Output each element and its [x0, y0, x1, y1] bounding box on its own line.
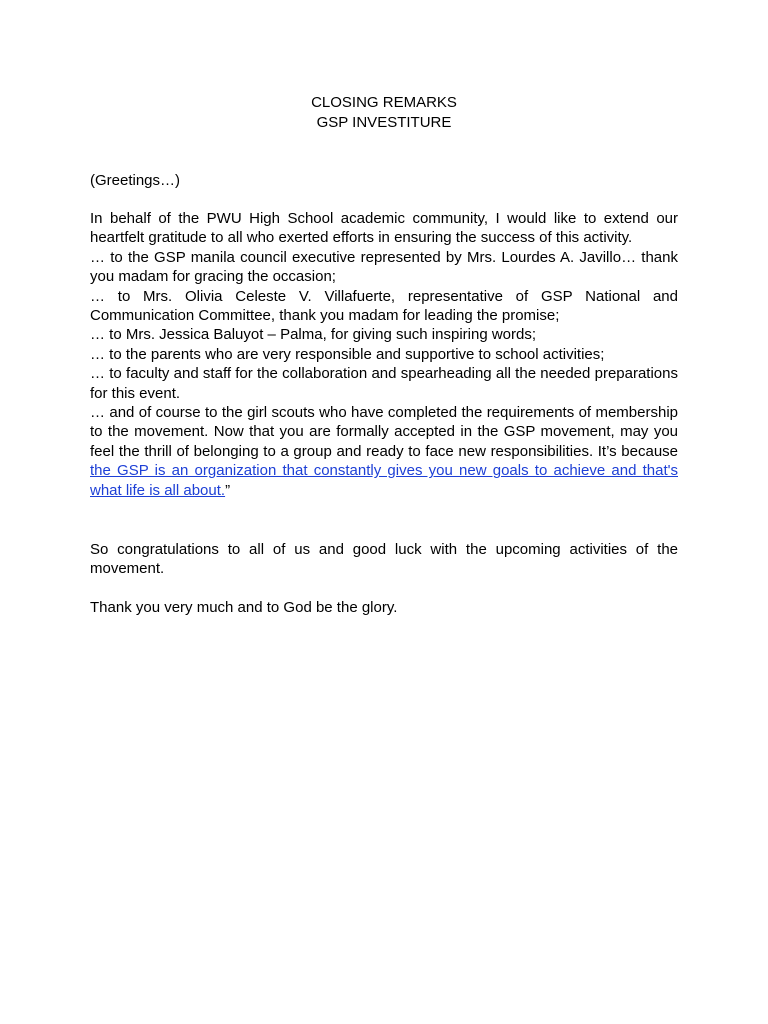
scouts-paragraph	[90, 403, 678, 500]
greeting-paragraph: (Greetings…)	[90, 172, 181, 189]
document-title: CLOSING REMARKS	[311, 94, 457, 111]
title-block	[0, 93, 768, 133]
acknowledgement-item: … to the parents who are very responsible and supportive to school activities;	[90, 345, 605, 363]
scouts-text: … and of course to the girl scouts who have completed the requirements of membership to the movement. Now that you are formally accepted in the GSP movement, may you feel the thrill of belonging to a group and ready to face new responsibilities. It’s because	[90, 404, 678, 460]
document-subtitle: GSP INVESTITURE	[316, 114, 452, 131]
acknowledgement-item: … to Mrs. Olivia Celeste V. Villafuerte, representative of GSP National and Communication Committee, thank you madam for leading the promise;	[90, 287, 678, 325]
intro-text: In behalf of the PWU High School academic community, I would like to extend our heartfelt gratitude to all who exerted efforts in ensuring the success of this activity.	[90, 210, 678, 247]
acknowledgement-item: … to Mrs. Jessica Baluyot – Palma, for giving such inspiring words;	[90, 326, 537, 344]
congratulations-paragraph: So congratulations to all of us and good luck with the upcoming activities of the movement.	[90, 541, 678, 578]
gsp-quote-link[interactable]: the GSP is an organization that constantly gives you new goals to achieve and that's what life is all about.	[90, 462, 678, 499]
scouts-close-quote: ”	[225, 481, 231, 499]
acknowledgement-item: … to the GSP manila council executive represented by Mrs. Lourdes A. Javillo… thank you madam for gracing the occasion;	[90, 248, 678, 286]
main-paragraph	[90, 209, 678, 500]
closing-paragraph: Thank you very much and to God be the glory.	[90, 599, 398, 616]
acknowledgement-item: … to faculty and staff for the collaboration and spearheading all the needed preparations for this event.	[90, 365, 678, 402]
